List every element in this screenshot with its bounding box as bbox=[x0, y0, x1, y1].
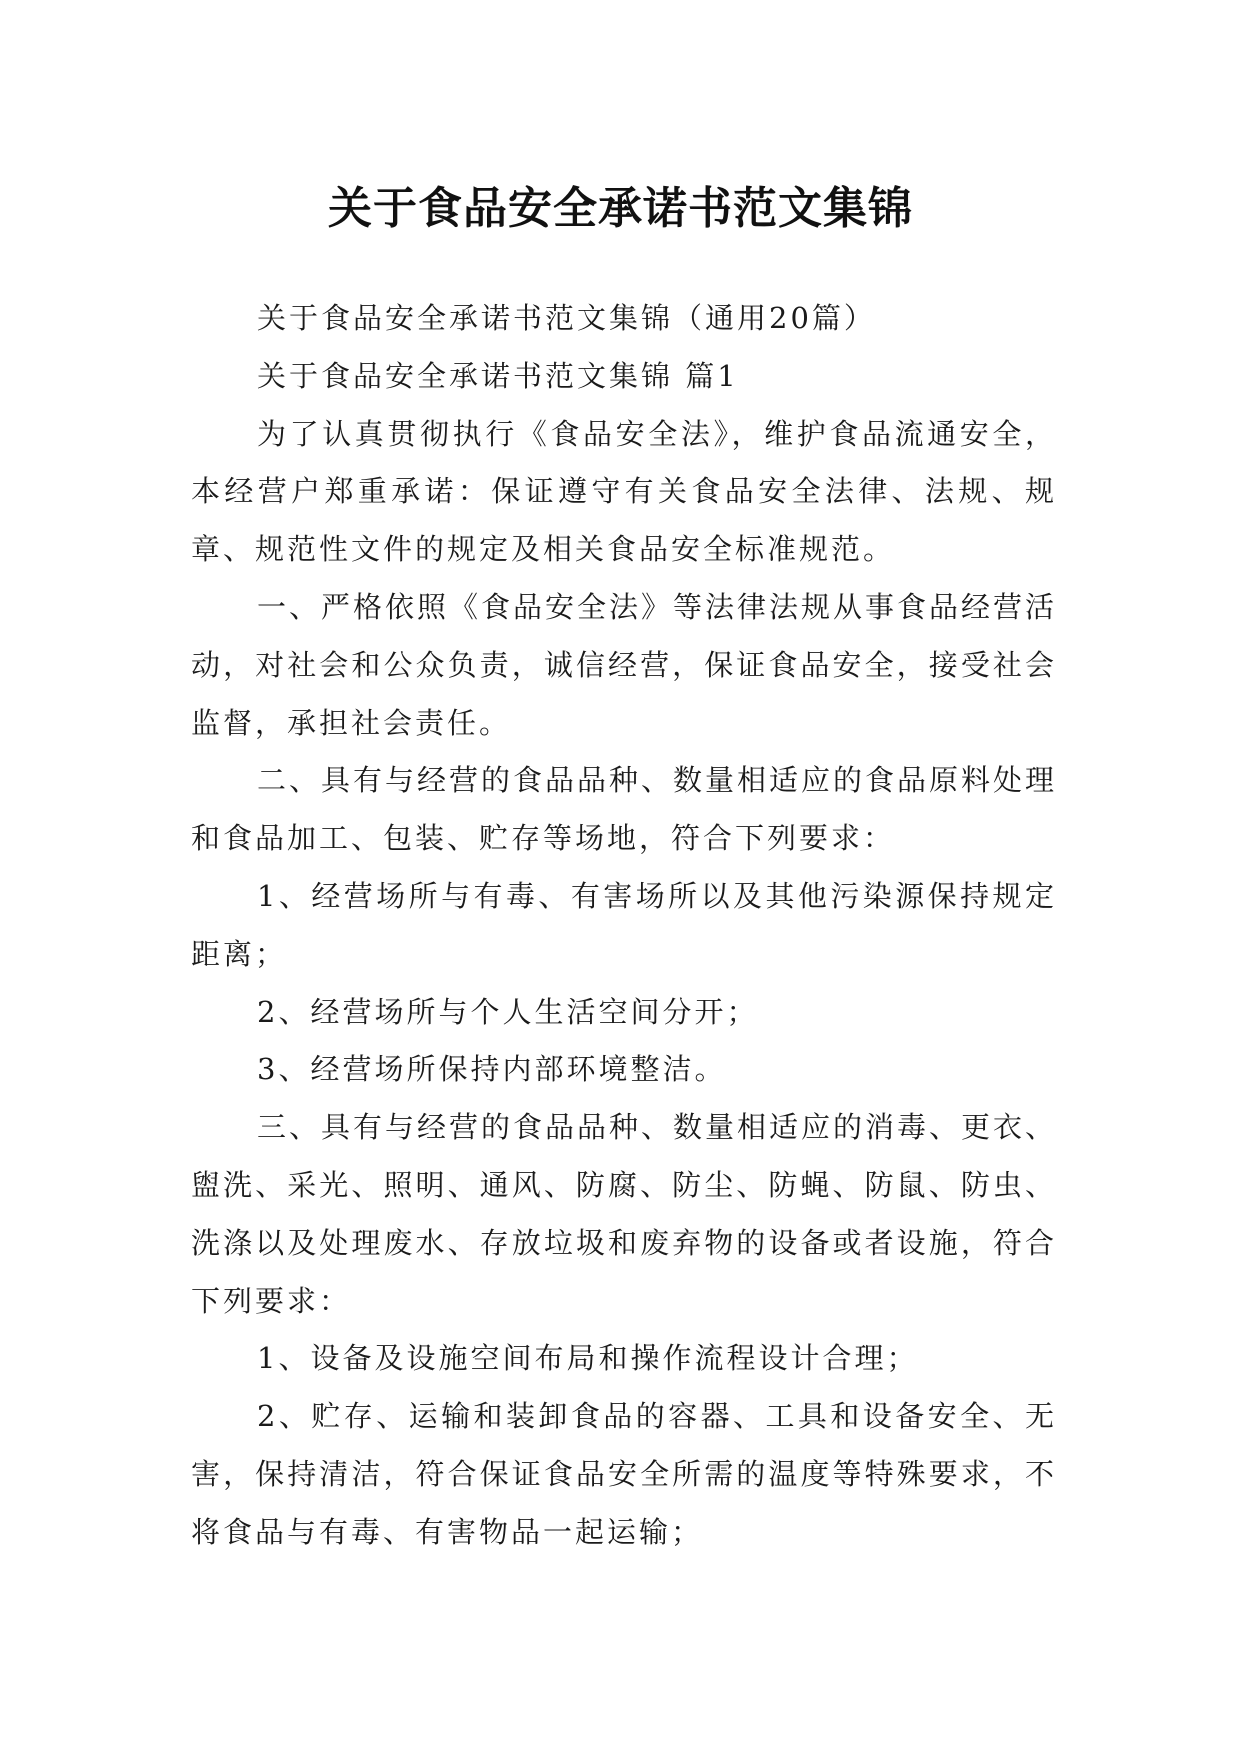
paragraph: 关于食品安全承诺书范文集锦 篇1 bbox=[257, 358, 739, 393]
paragraph: 二、具有与经营的食品品种、数量相适应的食品原料处理和食品加工、包装、贮存等场地，符合下列要求： bbox=[191, 763, 1058, 856]
paragraph: 三、具有与经营的食品品种、数量相适应的消毒、更衣、盥洗、采光、照明、通风、防腐、防尘、防蝇、防鼠、防虫、洗涤以及处理废水、存放垃圾和废弃物的设备或者设施，符合下列要求： bbox=[191, 1110, 1058, 1318]
paragraph: 关于食品安全承诺书范文集锦（通用20篇） bbox=[257, 301, 876, 335]
paragraph: 为了认真贯彻执行《食品安全法》，维护食品流通安全，本经营户郑重承诺：保证遵守有关食品安全法律、法规、规章、规范性文件的规定及相关食品安全标准规范。 bbox=[191, 416, 1057, 567]
document-title: 关于食品安全承诺书范文集锦 bbox=[328, 183, 913, 235]
paragraph: 2、经营场所与个人生活空间分开； bbox=[257, 994, 759, 1029]
paragraph: 2、贮存、运输和装卸食品的容器、工具和设备安全、无害，保持清洁，符合保证食品安全所需的温度等特殊要求，不将食品与有毒、有害物品一起运输； bbox=[191, 1399, 1057, 1549]
document-body bbox=[191, 290, 1057, 1562]
paragraph: 1、设备及设施空间布局和操作流程设计合理； bbox=[257, 1341, 919, 1376]
paragraph: 1、经营场所与有毒、有害场所以及其他污染源保持规定距离； bbox=[191, 878, 1057, 971]
paragraph: 3、经营场所保持内部环境整洁。 bbox=[257, 1052, 727, 1087]
paragraph: 一、严格依照《食品安全法》等法律法规从事食品经营活动，对社会和公众负责，诚信经营，保证食品安全，接受社会监督，承担社会责任。 bbox=[191, 589, 1058, 740]
